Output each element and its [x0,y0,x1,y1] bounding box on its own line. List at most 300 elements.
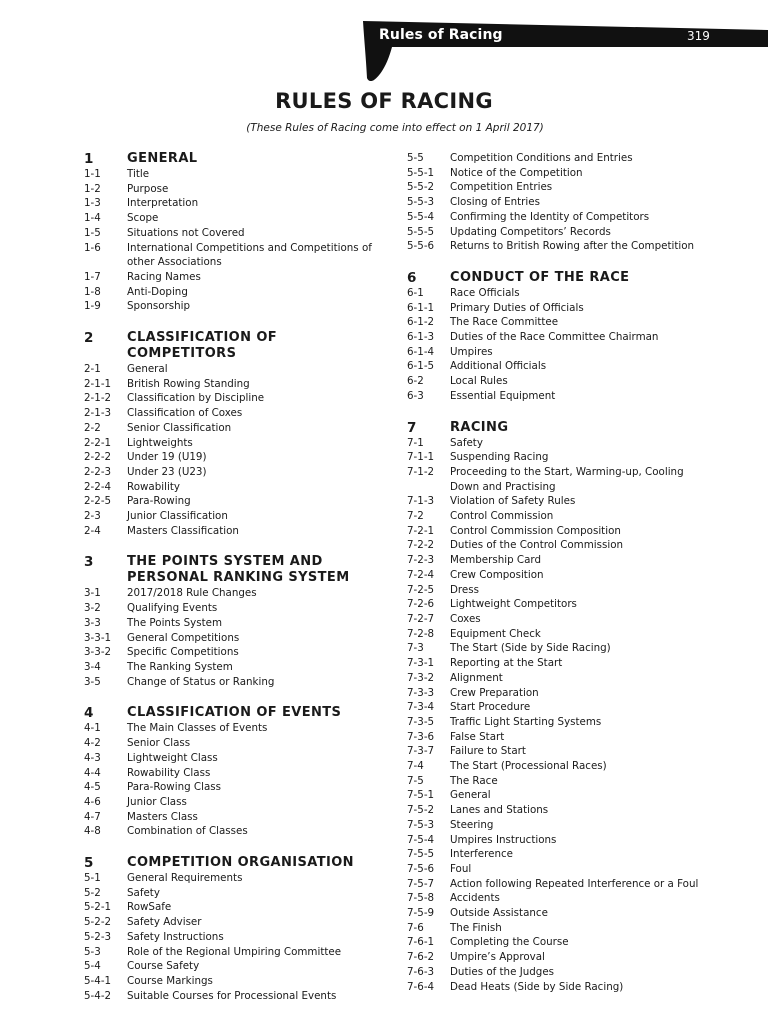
entry-number: 3-1 [84,587,101,600]
toc-section [407,270,707,404]
toc-entry [407,935,707,950]
entry-number: 7-2-2 [407,539,435,552]
toc-entry [84,226,384,241]
entry-number: 7-3 [407,642,424,655]
entry-number: 7-1-3 [407,495,435,508]
entry-title: The Points System [127,616,223,629]
entry-number: 3-3-2 [84,646,112,659]
toc-entry [84,660,384,675]
toc-entry [84,989,384,1004]
entry-title: Primary Duties of Officials [450,301,584,314]
toc-entry [407,301,707,316]
entry-title: Traffic Light Starting Systems [450,715,602,728]
entry-number: 2-2-4 [84,480,112,493]
entry-title: Duties of the Race Committee Chairman [450,331,659,344]
section-heading [407,420,707,436]
entry-number: 7-2-8 [407,627,435,640]
entry-title: Competition Conditions and Entries [450,152,633,164]
entry-title: Membership Card [450,554,542,567]
toc-entry [407,345,707,360]
entry-title: Action following Repeated Interference or a Foul [450,877,699,890]
entry-title: Lightweights [127,436,193,449]
entry-number: 5-2 [84,886,101,899]
entry-title: The Finish [450,921,502,934]
entry-number: 4-5 [84,781,101,794]
entry-number: 3-3-1 [84,631,112,644]
entry-number: 4-7 [84,810,101,823]
entry-number: 3-5 [84,675,101,688]
toc-entry [84,391,384,406]
entry-number: 4-1 [84,722,101,735]
toc-entry [84,766,384,781]
entry-number: 7-2-5 [407,583,435,596]
toc-entry [407,389,707,404]
entry-title: Confirming the Identity of Competitors [450,210,650,223]
toc-entry [407,788,707,803]
entry-title: Safety [450,436,483,449]
entry-title: Rowability Class [127,766,211,779]
section-heading [84,554,384,586]
toc-entry [407,891,707,906]
toc-entry [407,730,707,745]
entry-title: Failure to Start [450,745,526,758]
entry-title: Returns to British Rowing after the Competition [450,240,695,253]
section-title: RACING [450,419,509,435]
toc-entry [407,906,707,921]
entry-number: 7-5-6 [407,862,435,875]
entry-number: 7-5-1 [407,789,435,802]
entry-number: 2-2-3 [84,465,112,478]
toc-entry [407,656,707,671]
toc-entry [84,285,384,300]
entry-title: Para-Rowing [127,495,191,508]
section-heading [84,330,384,362]
toc-section [84,855,384,1003]
page-number: 319 [687,29,710,43]
entry-title: Completing the Course [450,936,569,949]
document-title: RULES OF RACING [275,89,493,113]
entry-title: Title [127,168,150,180]
section-number: 4 [84,705,94,722]
toc-entry [84,645,384,660]
entry-number: 1-5 [84,226,101,239]
entry-number: 5-5-4 [407,210,435,223]
entry-title: General [127,363,168,376]
entry-title: Dress [450,583,480,596]
toc-entry [407,877,707,892]
entry-number: 7-6-3 [407,965,435,978]
toc-entry [84,675,384,690]
toc-entry [407,833,707,848]
entry-number: 7-5-9 [407,907,435,920]
entry-title: Start Procedure [450,701,531,714]
document-subtitle: (These Rules of Racing come into effect on 1 April 2017) [246,122,544,134]
entry-title: Alignment [450,671,503,684]
section-title: COMPETITION ORGANISATION [127,855,354,871]
toc-entry [84,450,384,465]
entry-title: Umpires [450,345,493,358]
section-title: GENERAL [127,151,198,166]
entry-number: 1-3 [84,197,101,210]
entry-title: Local Rules [450,375,508,388]
entry-title: Safety [127,886,160,899]
toc-entry [84,886,384,901]
toc-entry [84,362,384,377]
entry-title: Safety Adviser [127,916,202,929]
entry-title: Sponsorship [127,300,191,313]
entry-number: 4-4 [84,766,101,779]
toc-section [84,330,384,538]
toc-entry [407,315,707,330]
entry-number: 5-2-2 [84,916,112,929]
entry-number: 1-4 [84,212,101,225]
entry-title: Senior Class [127,737,191,750]
entry-title: Course Markings [127,974,213,987]
toc-entry [84,945,384,960]
entry-title: Foul [450,862,472,875]
entry-number: 7-2 [407,510,424,523]
toc-entry [407,612,707,627]
entry-number: 6-3 [407,389,424,402]
entry-number: 5-5-6 [407,240,435,253]
entry-number: 7-3-6 [407,730,435,743]
entry-number: 6-1-3 [407,331,435,344]
toc-entry [407,847,707,862]
toc-entry [407,759,707,774]
entry-number: 7-1-1 [407,451,435,464]
entry-number: 5-3 [84,945,101,958]
entry-number: 7-2-6 [407,598,435,611]
toc-entry [407,225,707,240]
entry-number: 7-5 [407,774,424,787]
section-heading [84,855,384,871]
entry-title: Duties of the Control Commission [450,539,624,552]
section-number: 1 [84,151,94,167]
entry-title: False Start [450,730,505,743]
entry-number: 5-4-2 [84,989,112,1002]
entry-number: 7-5-5 [407,848,435,861]
entry-title: Outside Assistance [450,907,548,920]
entry-number: 2-2-5 [84,495,112,508]
entry-title: The Main Classes of Events [127,722,268,735]
toc-entry [407,180,707,195]
entry-number: 7-5-8 [407,892,435,905]
toc-entry [84,465,384,480]
toc-entry [407,359,707,374]
toc-entry [407,465,707,494]
entry-title: Under 19 (U19) [127,451,207,464]
toc-entry [407,627,707,642]
section-number: 7 [407,419,417,436]
entry-number: 6-1-1 [407,301,435,314]
entry-number: 6-1 [407,286,424,299]
toc-entry [84,586,384,601]
entry-title: Dead Heats (Side by Side Racing) [450,980,624,993]
section-number: 5 [84,855,94,872]
entry-title: Role of the Regional Umpiring Committee [127,945,342,958]
toc-entry [84,810,384,825]
entry-title: Masters Classification [127,524,239,537]
toc-entry [84,241,384,270]
toc-entry [407,686,707,701]
entry-title: Situations not Covered [127,226,245,239]
toc-entry [407,436,707,451]
entry-title: Crew Preparation [450,686,539,699]
section-number: 2 [84,330,94,347]
entry-number: 2-2-2 [84,451,112,464]
entry-number: 1-2 [84,182,101,195]
toc-entry [407,641,707,656]
entry-number: 5-4-1 [84,974,112,987]
toc-entry [407,509,707,524]
toc-entry [84,616,384,631]
toc-entry [407,818,707,833]
entry-title: Lightweight Competitors [450,598,577,611]
entry-title: Essential Equipment [450,389,556,402]
toc-entry [84,524,384,539]
entry-number: 7-3-2 [407,671,435,684]
entry-number: 7-6 [407,921,424,934]
toc-entry [407,583,707,598]
entry-number: 5-5-3 [407,196,435,209]
entry-number: 6-1-2 [407,316,435,329]
entry-number: 1-8 [84,285,101,298]
entry-title: The Start (Processional Races) [450,760,607,773]
toc-section [84,554,384,689]
entry-title: Para-Rowing Class [127,781,222,794]
toc-entry [84,270,384,285]
entry-title: Change of Status or Ranking [127,675,275,688]
toc-column-left [84,151,384,1003]
section-title: CLASSIFICATION OF EVENTS [127,705,342,721]
entry-number: 7-5-3 [407,818,435,831]
entry-number: 5-5-5 [407,225,435,238]
entry-title: Under 23 (U23) [127,465,207,478]
entry-title: Control Commission Composition [450,524,621,537]
toc-entry [84,436,384,451]
entry-number: 2-2-1 [84,436,112,449]
toc-entry [407,744,707,759]
entry-number: 2-1 [84,363,101,376]
entry-title: Combination of Classes [127,825,248,838]
toc-entry [84,211,384,226]
toc-entry [407,538,707,553]
entry-number: 7-3-7 [407,745,435,758]
entry-number: 7-1 [407,436,424,449]
toc-entry [407,700,707,715]
toc-entry [84,930,384,945]
toc-entry [84,780,384,795]
entry-number: 5-1 [84,872,101,885]
entry-number: 7-5-7 [407,877,435,890]
toc-section [84,705,384,839]
toc-entry [407,330,707,345]
toc-entry [407,553,707,568]
section-title: THE POINTS SYSTEM AND PERSONAL RANKING SYSTEM [127,554,350,586]
entry-number: 2-2 [84,421,101,434]
entry-title: Control Commission [450,510,554,523]
toc-entry [84,631,384,646]
section-number: 3 [84,554,94,571]
entry-number: 4-2 [84,737,101,750]
entry-title: Racing Names [127,270,201,283]
entry-title: Equipment Check [450,627,541,640]
toc-entry [407,803,707,818]
toc-entry [84,795,384,810]
toc-entry [84,406,384,421]
entry-number: 2-1-2 [84,392,112,405]
toc-entry [407,524,707,539]
toc-entry [84,421,384,436]
toc-entry [407,151,707,166]
entry-title: RowSafe [127,901,172,914]
entry-title: Junior Classification [127,510,228,523]
entry-title: Lanes and Stations [450,804,549,817]
entry-title: Specific Competitions [127,646,239,659]
entry-number: 4-3 [84,751,101,764]
entry-number: 2-1-1 [84,377,112,390]
entry-title: Additional Officials [450,360,547,373]
entry-title: The Race Committee [450,316,559,329]
entry-number: 5-5-2 [407,181,435,194]
entry-number: 7-3-1 [407,657,435,670]
entry-title: Suspending Racing [450,451,549,464]
entry-number: 3-3 [84,616,101,629]
entry-number: 5-2-3 [84,930,112,943]
entry-title: The Ranking System [127,660,233,673]
entry-number: 1-9 [84,300,101,313]
toc-entry [407,715,707,730]
toc-entry [84,974,384,989]
entry-number: 2-1-3 [84,407,112,420]
entry-title: Suitable Courses for Processional Events [127,989,337,1002]
entry-number: 1-7 [84,270,101,283]
entry-title: Course Safety [127,960,200,973]
toc-entry [84,167,384,182]
entry-number: 7-3-3 [407,686,435,699]
entry-title: Proceeding to the Start, Warming-up, Cooling Down and Practising [450,465,684,493]
entry-number: 7-2-7 [407,612,435,625]
entry-number: 6-1-4 [407,345,435,358]
entry-number: 6-1-5 [407,360,435,373]
toc-entry [407,597,707,612]
entry-number: 5-5-1 [407,166,435,179]
entry-title: Umpires Instructions [450,833,557,846]
entry-number: 5-2-1 [84,901,112,914]
entry-number: 7-6-2 [407,951,435,964]
entry-title: Junior Class [127,795,187,808]
toc-entry [407,210,707,225]
toc-entry [84,824,384,839]
toc-column-right [407,151,707,994]
entry-title: General [450,789,491,802]
entry-title: Lightweight Class [127,751,218,764]
entry-title: Crew Composition [450,568,544,581]
section-heading [84,151,384,167]
toc-entry [407,239,707,254]
toc-entry [84,494,384,509]
entry-number: 7-6-4 [407,980,435,993]
toc-section-continued [407,151,707,254]
entry-title: General Requirements [127,872,243,885]
entry-title: Purpose [127,182,169,195]
toc-entry [407,774,707,789]
entry-title: The Start (Side by Side Racing) [450,642,611,655]
entry-title: Closing of Entries [450,196,540,209]
entry-number: 1-6 [84,241,101,254]
toc-entry [407,921,707,936]
toc-entry [84,721,384,736]
entry-number: 7-6-1 [407,936,435,949]
toc-entry [407,862,707,877]
toc-entry [84,299,384,314]
section-heading [407,270,707,286]
entry-title: Duties of the Judges [450,965,555,978]
entry-title: Accidents [450,892,500,905]
toc-entry [407,450,707,465]
toc-entry [84,196,384,211]
toc-entry [84,736,384,751]
entry-number: 7-3-5 [407,715,435,728]
entry-number: 4-8 [84,825,101,838]
toc-entry [84,377,384,392]
entry-number: 7-2-3 [407,554,435,567]
toc-entry [84,959,384,974]
entry-title: International Competitions and Competitions of other Associations [127,241,372,269]
entry-number: 3-2 [84,602,101,615]
entry-number: 7-5-4 [407,833,435,846]
entry-title: Masters Class [127,810,198,823]
section-title: CONDUCT OF THE RACE [450,269,630,285]
running-header-title: Rules of Racing [379,27,503,43]
section-title: CLASSIFICATION OF COMPETITORS [127,330,278,362]
entry-number: 5-4 [84,960,101,973]
toc-entry [407,374,707,389]
toc-entry [407,980,707,995]
section-heading [84,705,384,721]
toc-entry [84,480,384,495]
entry-title: Reporting at the Start [450,657,563,670]
entry-number: 7-1-2 [407,465,435,478]
entry-title: Violation of Safety Rules [450,495,576,508]
toc-entry [407,568,707,583]
entry-title: Interpretation [127,197,199,210]
entry-title: General Competitions [127,631,240,644]
toc-entry [407,166,707,181]
entry-title: Umpire’s Approval [450,951,545,964]
toc-section [407,420,707,995]
toc-entry [84,509,384,524]
entry-title: Qualifying Events [127,602,218,615]
entry-title: Safety Instructions [127,930,224,943]
toc-entry [407,965,707,980]
toc-entry [407,494,707,509]
toc-entry [407,671,707,686]
entry-title: Interference [450,848,513,861]
toc-entry [407,195,707,210]
entry-title: Classification of Coxes [127,407,243,420]
entry-title: Senior Classification [127,421,232,434]
entry-number: 2-4 [84,524,101,537]
entry-title: Rowability [127,480,180,493]
entry-title: Coxes [450,612,481,625]
entry-title: Notice of the Competition [450,166,583,179]
entry-number: 5-5 [407,152,424,164]
entry-number: 7-2-4 [407,568,435,581]
entry-number: 3-4 [84,660,101,673]
toc-section [84,151,384,314]
entry-title: Anti-Doping [127,285,188,298]
